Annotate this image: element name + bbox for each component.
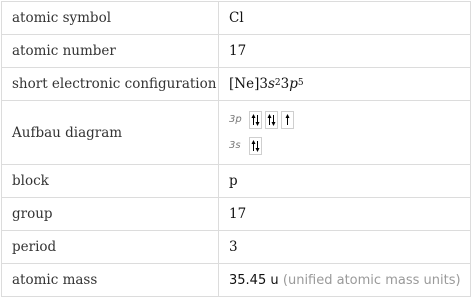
electron-configuration-value [219, 68, 471, 101]
electron-configuration-label: short electronic configuration [2, 68, 219, 101]
group-value: 17 [219, 198, 471, 231]
row-group [2, 198, 471, 231]
block-value: p [219, 165, 471, 198]
row-electron-configuration [2, 68, 471, 101]
orbital-electrons [250, 138, 261, 154]
orbital-row-3s [229, 135, 470, 157]
orbital-box [265, 111, 278, 129]
atomic-number-label: atomic number [2, 35, 219, 68]
orbital-box [249, 137, 262, 155]
orbital-row-3p [229, 109, 470, 131]
config-s-superscript: 2 [274, 78, 281, 88]
orbital-box [281, 111, 294, 129]
atomic-mass-unit: (unified atomic mass units) [282, 273, 461, 288]
row-atomic-symbol [2, 2, 471, 35]
orbital-label-3s: 3s [229, 140, 241, 151]
config-s: s [267, 76, 275, 92]
row-atomic-mass [2, 264, 471, 297]
aufbau-diagram [219, 101, 471, 165]
atomic-symbol-value: Cl [219, 2, 471, 35]
row-atomic-number [2, 35, 471, 68]
atomic-mass-label: atomic mass [2, 264, 219, 297]
orbital-box [249, 111, 262, 129]
period-label: period [2, 231, 219, 264]
block-label: block [2, 165, 219, 198]
orbital-electrons [250, 112, 261, 128]
row-aufbau-diagram [2, 101, 471, 165]
orbital-boxes-3s [249, 137, 265, 155]
row-block [2, 165, 471, 198]
atomic-number-value: 17 [219, 35, 471, 68]
orbital-label-3p: 3p [229, 114, 242, 125]
orbital-boxes-3p [249, 111, 297, 129]
aufbau-diagram-label: Aufbau diagram [2, 101, 219, 165]
config-p-superscript: 5 [297, 78, 304, 88]
spin-down-arrow [256, 115, 260, 126]
orbital-electrons [266, 112, 277, 128]
config-core: [Ne]3 [229, 76, 268, 92]
spin-up-arrow [252, 114, 256, 125]
orbital-electrons [282, 112, 293, 128]
spin-down-arrow [272, 115, 276, 126]
config-p-prefix: 3 [280, 76, 290, 92]
atomic-mass-value-cell [219, 264, 471, 297]
properties-table [1, 1, 471, 297]
spin-down-arrow [256, 141, 260, 152]
row-period [2, 231, 471, 264]
spin-up-arrow [268, 114, 272, 125]
spin-up-arrow [286, 114, 290, 125]
config-p: p [289, 76, 298, 92]
period-value: 3 [219, 231, 471, 264]
spin-up-arrow [252, 140, 256, 151]
atomic-symbol-label: atomic symbol [2, 2, 219, 35]
atomic-mass-value: 35.45 u [229, 273, 279, 288]
group-label: group [2, 198, 219, 231]
